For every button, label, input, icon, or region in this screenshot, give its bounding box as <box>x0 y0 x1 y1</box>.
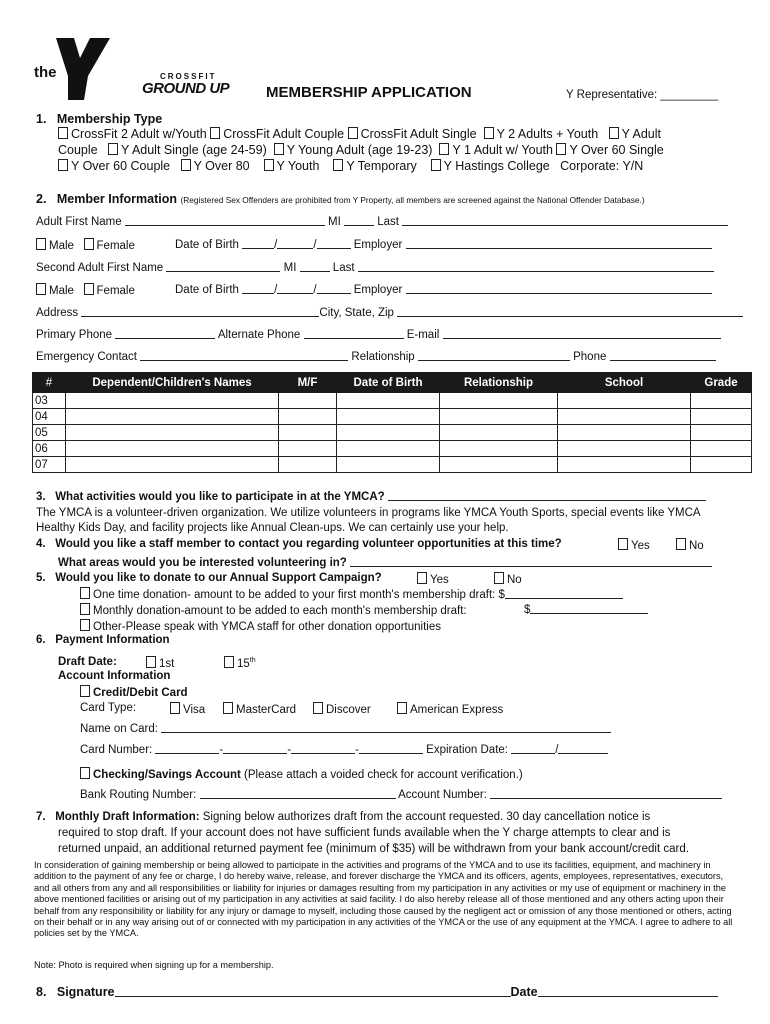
input-emergency[interactable] <box>140 350 348 361</box>
input-last[interactable] <box>402 215 728 226</box>
cell[interactable] <box>279 425 337 441</box>
label-phone: Phone <box>573 351 607 363</box>
label-last: Last <box>377 216 399 228</box>
section-number: 6. <box>36 634 46 646</box>
table-row <box>33 441 752 457</box>
input-phone[interactable] <box>610 350 716 361</box>
row-number: 06 <box>33 441 66 457</box>
opt-y-young-adult[interactable]: Y Young Adult (age 19-23) <box>274 143 433 157</box>
section-number: 4. <box>36 538 46 550</box>
label-dob: Date of Birth <box>175 239 239 251</box>
cell[interactable] <box>440 441 558 457</box>
activities-question: What activities would you like to participate in at the YMCA? <box>55 491 385 503</box>
volunteer-yes[interactable]: Yes <box>618 538 650 552</box>
label-address: Address <box>36 307 79 319</box>
checkbox[interactable] <box>274 143 284 155</box>
draft-text-2: required to stop draft. If your account does not have sufficient funds available when the Y charge attempts to clear and is <box>58 827 671 839</box>
table-header-row <box>33 373 752 393</box>
crossfit-bottom-text: GROUND UP <box>142 80 230 97</box>
checkbox[interactable] <box>36 238 46 250</box>
input-activities[interactable] <box>388 490 706 501</box>
label-email: E-mail <box>406 329 440 341</box>
checkbox[interactable] <box>80 685 90 697</box>
opt-corporate[interactable]: Corporate: Y/N <box>560 159 644 173</box>
table-row <box>33 393 752 409</box>
section-3-heading <box>36 490 706 503</box>
input-relationship[interactable] <box>418 350 570 361</box>
membership-row-1 <box>58 127 661 141</box>
col-grade: Grade <box>691 373 752 393</box>
section-7-line-1 <box>36 811 650 823</box>
input-second-adult[interactable] <box>166 261 280 272</box>
checkbox[interactable] <box>556 143 566 155</box>
label-card-number: Card Number: <box>80 744 153 756</box>
checkbox[interactable] <box>80 619 90 631</box>
section-title: Member Information <box>56 192 178 206</box>
logo-the-text: the <box>34 64 57 81</box>
input-exp-month[interactable] <box>511 743 555 754</box>
cell[interactable] <box>558 425 691 441</box>
input-one-time-amount[interactable] <box>505 588 623 599</box>
input-primary-phone[interactable] <box>115 328 215 339</box>
volunteer-no[interactable]: No <box>676 538 704 552</box>
adult-name-row <box>36 215 728 228</box>
female-option[interactable]: Female <box>84 240 135 252</box>
row-number: 03 <box>33 393 66 409</box>
input-account-number[interactable] <box>490 788 722 799</box>
label-signature: Signature <box>56 985 115 999</box>
col-school: School <box>558 373 691 393</box>
input-date[interactable] <box>538 986 718 997</box>
second-gender-row <box>36 283 135 297</box>
label-routing: Bank Routing Number: <box>80 789 197 801</box>
representative-field[interactable]: Y Representative: _________ <box>566 89 718 101</box>
row-number: 07 <box>33 457 66 473</box>
volunteer-question: Would you like a staff member to contact you regarding volunteer opportunities at this time? <box>55 538 562 550</box>
row-number: 04 <box>33 409 66 425</box>
female-option[interactable]: Female <box>84 285 135 297</box>
volunteer-interest-row <box>58 556 712 569</box>
col-dob: Date of Birth <box>337 373 440 393</box>
card-mastercard[interactable]: MasterCard <box>223 702 296 716</box>
checkbox[interactable] <box>439 143 449 155</box>
label-alternate-phone: Alternate Phone <box>217 329 301 341</box>
section-title: Payment Information <box>55 634 170 646</box>
opt-y-over60-single[interactable]: Y Over 60 Single <box>556 143 663 157</box>
input-card-number-4[interactable] <box>359 743 423 754</box>
donate-no[interactable]: No <box>494 572 522 586</box>
cell[interactable] <box>279 409 337 425</box>
table-row <box>33 425 752 441</box>
donate-yes[interactable]: Yes <box>417 572 449 586</box>
label-name-on-card: Name on Card: <box>80 723 158 735</box>
bank-row <box>80 788 722 801</box>
checkbox[interactable] <box>484 127 494 139</box>
male-option[interactable]: Male <box>36 285 74 297</box>
input-monthly-amount[interactable] <box>530 603 648 614</box>
input-name-on-card[interactable] <box>161 722 611 733</box>
input-dob-day[interactable] <box>277 238 313 249</box>
donation-monthly[interactable]: Monthly donation-amount to be added to each month's membership draft: <box>80 603 467 617</box>
checkbox[interactable] <box>333 159 343 171</box>
account-info-label: Account Information <box>58 670 171 682</box>
cell[interactable] <box>337 425 440 441</box>
cell[interactable] <box>558 409 691 425</box>
checkbox[interactable] <box>58 127 68 139</box>
input-volunteer-interest[interactable] <box>350 556 712 567</box>
input-card-number-2[interactable] <box>223 743 287 754</box>
card-visa[interactable]: Visa <box>170 702 205 716</box>
input-routing[interactable] <box>200 788 396 799</box>
checkbox[interactable] <box>397 702 407 714</box>
male-option[interactable]: Male <box>36 240 74 252</box>
checkbox[interactable] <box>313 702 323 714</box>
input-exp-year[interactable] <box>558 743 608 754</box>
adult-gender-row <box>36 238 135 252</box>
dependents-table <box>32 372 752 473</box>
opt-y-temporary[interactable]: Y Temporary <box>333 159 416 173</box>
input-city[interactable] <box>397 306 743 317</box>
cell[interactable] <box>440 425 558 441</box>
input-employer-2[interactable] <box>406 283 712 294</box>
col-number: # <box>33 373 66 393</box>
cell[interactable] <box>279 457 337 473</box>
input-dob-month[interactable] <box>242 238 274 249</box>
photo-note: Note: Photo is required when signing up for a membership. <box>34 960 274 970</box>
second-adult-row <box>36 261 714 274</box>
second-dob-row: Date of Birth / / Employer <box>175 283 712 296</box>
donation-monthly-amount[interactable]: $ <box>524 603 648 616</box>
checkbox[interactable] <box>181 159 191 171</box>
input-signature[interactable] <box>115 986 511 997</box>
legal-waiver: In consideration of gaining membership or being allowed to participate in the activities and programs of the YMCA and to use its facilities, equipment, and machinery in addition to the payment of any fee or charge, I do hereby waive, release, and forever discharge the YMCA and its officers, agents, employees, representatives, executors, and all others from any and all responsibilities or liability for injuries or damages resulting from my participation in any activities or my use of equipment or machinery in the above mentioned facilities or arising out of my participation in any activities at said facility. I do also hereby release all of those mentioned and any others acting upon their behalf from any responsibility or liability for any injury or damage to myself, including those caused by the negligent act or omission of any those mentioned or others, acting on their behalf or in any way arising out of or connected with my participation in any activities of the YMCA or the use of any equipment at the YMCA. I agree to adhere to all policies set by the YMCA. <box>34 860 733 939</box>
credit-card-option[interactable]: Credit/Debit Card <box>80 685 188 699</box>
input-card-number-1[interactable] <box>155 743 219 754</box>
input-employer[interactable] <box>406 238 712 249</box>
draft-text-3: returned unpaid, an additional returned payment fee (minimum of $35) will be withdrawn from your bank account/credit card. <box>58 843 689 855</box>
cell[interactable] <box>691 441 752 457</box>
signature-row <box>36 985 718 999</box>
col-mf: M/F <box>279 373 337 393</box>
checking-note: (Please attach a voided check for account verification.) <box>244 769 523 781</box>
input-address[interactable] <box>81 306 319 317</box>
section-number: 1. <box>36 112 47 126</box>
section-title: Monthly Draft Information: <box>55 811 200 823</box>
opt-y-adult-couple[interactable]: Y Adult <box>602 127 661 141</box>
checkbox[interactable] <box>146 656 156 668</box>
cell[interactable] <box>66 409 279 425</box>
label-date: Date <box>510 985 538 999</box>
checkbox[interactable] <box>348 127 358 139</box>
input-mi-2[interactable] <box>300 261 330 272</box>
checkbox[interactable] <box>84 238 94 250</box>
section-title: Membership Type <box>56 112 163 126</box>
section-number: 7. <box>36 811 46 823</box>
checkbox[interactable] <box>210 127 220 139</box>
row-number: 05 <box>33 425 66 441</box>
section-5-heading <box>36 572 382 584</box>
cell[interactable] <box>691 457 752 473</box>
label-relationship: Relationship <box>351 351 415 363</box>
checkbox[interactable] <box>84 283 94 295</box>
adult-dob-row: Date of Birth / / Employer <box>175 238 712 251</box>
input-email[interactable] <box>443 328 721 339</box>
label-account-number: Account Number: <box>398 789 487 801</box>
donation-other[interactable]: Other-Please speak with YMCA staff for other donation opportunities <box>80 619 441 633</box>
opt-crossfit-2adult-youth[interactable]: CrossFit 2 Adult w/Youth <box>58 127 207 141</box>
input-dob-year[interactable] <box>317 238 351 249</box>
donate-question: Would you like to donate to our Annual Support Campaign? <box>55 572 382 584</box>
label-emergency: Emergency Contact <box>36 351 137 363</box>
section-4-heading <box>36 538 562 550</box>
input-alternate-phone[interactable] <box>304 328 404 339</box>
section-number: 8. <box>36 985 47 999</box>
opt-y-2adults-youth[interactable]: Y 2 Adults + Youth <box>480 127 598 141</box>
opt-y-hastings-college[interactable]: Y Hastings College <box>431 159 550 173</box>
name-on-card-row <box>80 722 611 735</box>
cell[interactable] <box>440 393 558 409</box>
input-mi[interactable] <box>344 215 374 226</box>
donation-one-time[interactable]: One time donation- amount to be added to your first month's membership draft: $ <box>80 587 623 601</box>
card-amex[interactable]: American Express <box>397 702 503 716</box>
cell[interactable] <box>440 457 558 473</box>
label-dob: Date of Birth <box>175 284 239 296</box>
cell[interactable] <box>279 441 337 457</box>
draft-15th[interactable]: 15th <box>224 656 256 670</box>
label-mi: MI <box>328 216 341 228</box>
input-adult-first[interactable] <box>125 215 325 226</box>
input-last-2[interactable] <box>358 261 714 272</box>
cell[interactable] <box>337 457 440 473</box>
superscript-th: th <box>249 657 256 665</box>
page-title: MEMBERSHIP APPLICATION <box>266 84 472 101</box>
emergency-row <box>36 350 716 363</box>
draft-text-1: Signing below authorizes draft from the account requested. 30 day cancellation notice is <box>202 811 651 823</box>
cell[interactable] <box>691 409 752 425</box>
checkbox[interactable] <box>36 283 46 295</box>
opt-y-youth[interactable]: Y Youth <box>264 159 320 173</box>
cell[interactable] <box>66 425 279 441</box>
checkbox[interactable] <box>223 702 233 714</box>
cell[interactable] <box>279 393 337 409</box>
col-relationship: Relationship <box>440 373 558 393</box>
section-subtitle: (Registered Sex Offenders are prohibited from Y Property, all members are screened against the National Offender Database.) <box>180 195 645 205</box>
opt-couple-text: Couple <box>58 143 98 157</box>
section-number: 2. <box>36 192 47 206</box>
label-mi: MI <box>283 262 297 274</box>
input-dob-month-2[interactable] <box>242 283 274 294</box>
checkbox[interactable] <box>80 587 90 599</box>
cell[interactable] <box>558 441 691 457</box>
checkbox[interactable] <box>264 159 274 171</box>
card-discover[interactable]: Discover <box>313 702 371 716</box>
opt-crossfit-adult-single[interactable]: CrossFit Adult Single <box>348 127 477 141</box>
input-dob-day-2[interactable] <box>277 283 313 294</box>
card-type-label: Card Type: <box>80 702 137 714</box>
table-row <box>33 409 752 425</box>
label-second-adult: Second Adult First Name <box>36 262 164 274</box>
label-last: Last <box>332 262 355 274</box>
checkbox[interactable] <box>80 603 90 615</box>
cell[interactable] <box>66 441 279 457</box>
label-city: City, State, Zip <box>319 307 394 319</box>
section-6-heading <box>36 634 170 646</box>
checking-option[interactable]: Checking/Savings Account (Please attach a voided check for account verification.) <box>80 767 523 781</box>
draft-date-label: Draft Date: <box>58 656 117 668</box>
checkbox[interactable] <box>58 159 68 171</box>
opt-y-over80[interactable]: Y Over 80 <box>181 159 250 173</box>
checkbox[interactable] <box>170 702 180 714</box>
opt-y-over60-couple[interactable]: Y Over 60 Couple <box>58 159 170 173</box>
checkbox[interactable] <box>676 538 686 550</box>
input-dob-year-2[interactable] <box>317 283 351 294</box>
cell[interactable] <box>558 457 691 473</box>
cell[interactable] <box>691 393 752 409</box>
checkbox[interactable] <box>609 127 619 139</box>
cell[interactable] <box>558 393 691 409</box>
checkbox[interactable] <box>80 767 90 779</box>
label-primary-phone: Primary Phone <box>36 329 113 341</box>
opt-crossfit-adult-couple[interactable]: CrossFit Adult Couple <box>210 127 344 141</box>
checkbox[interactable] <box>417 572 427 584</box>
volunteer-paragraph-2: Healthy Kids Day, and facility projects like Annual Clean-ups. We can certainly use your help. <box>36 522 509 534</box>
volunteer-paragraph-1: The YMCA is a volunteer-driven organization. We utilize volunteers in programs like YMCA Youth Sports, special events like YMCA <box>36 507 701 519</box>
label-employer: Employer <box>353 284 403 296</box>
input-card-number-3[interactable] <box>291 743 355 754</box>
section-2-heading <box>36 192 645 206</box>
cell[interactable] <box>337 441 440 457</box>
phone-row <box>36 328 721 341</box>
card-number-row: Card Number: - - - Expiration Date: / <box>80 743 608 756</box>
crossfit-top-text: CROSSFIT <box>160 72 217 81</box>
cell[interactable] <box>440 409 558 425</box>
cell[interactable] <box>691 425 752 441</box>
cell[interactable] <box>66 457 279 473</box>
opt-y-adult-single[interactable]: Y Adult Single (age 24-59) <box>108 143 267 157</box>
table-row <box>33 457 752 473</box>
col-names: Dependent/Children's Names <box>66 373 279 393</box>
checkbox[interactable] <box>494 572 504 584</box>
opt-y-1adult-youth[interactable]: Y 1 Adult w/ Youth <box>439 143 553 157</box>
draft-1st[interactable]: 1st <box>146 656 174 670</box>
checkbox[interactable] <box>618 538 628 550</box>
checkbox[interactable] <box>108 143 118 155</box>
section-1-heading <box>36 112 162 126</box>
volunteer-interest-label: What areas would you be interested volunteering in? <box>58 557 347 569</box>
label-employer: Employer <box>353 239 403 251</box>
logo-ymca-text: YMCA <box>85 81 97 97</box>
cell[interactable] <box>66 393 279 409</box>
label-expiration: Expiration Date: <box>426 744 508 756</box>
ymca-logo <box>34 36 114 102</box>
label-adult-first: Adult First Name <box>36 216 122 228</box>
cell[interactable] <box>337 393 440 409</box>
checkbox[interactable] <box>431 159 441 171</box>
address-row <box>36 306 743 319</box>
checkbox[interactable] <box>224 656 234 668</box>
cell[interactable] <box>337 409 440 425</box>
section-number: 3. <box>36 491 46 503</box>
membership-row-2 <box>58 143 664 157</box>
section-number: 5. <box>36 572 46 584</box>
membership-row-3 <box>58 159 643 173</box>
